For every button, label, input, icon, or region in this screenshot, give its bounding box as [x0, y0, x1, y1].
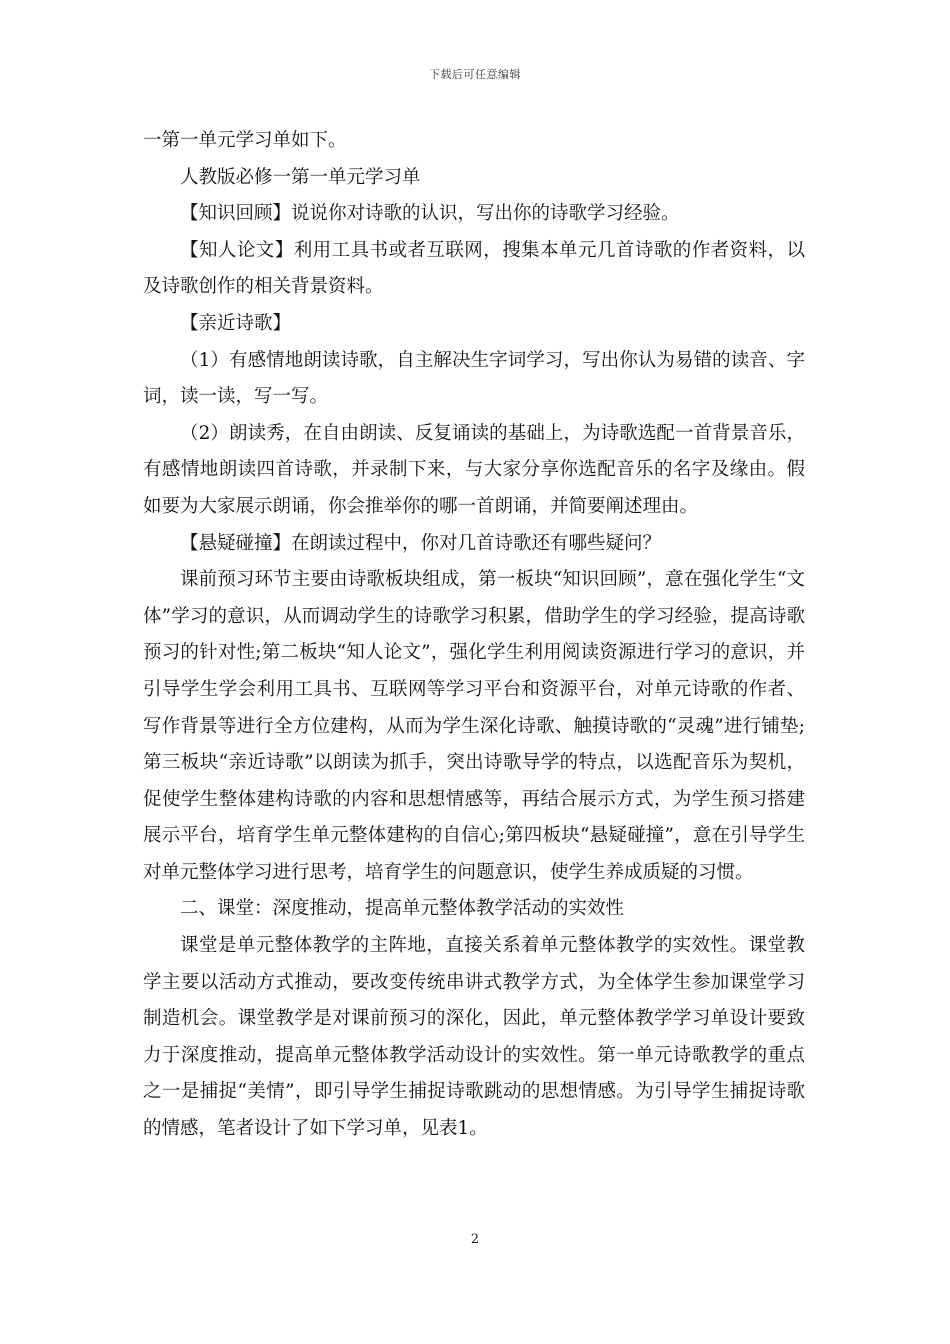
paragraph-preview-analysis: 课前预习环节主要由诗歌板块组成，第一板块“知识回顾”，意在强化学生“文体”学习的意识，从而调动学生的诗歌学习积累，借助学生的学习经验，提高诗歌预习的针对性;第二板块“知人论文”，强化学生利用阅读资源进行学习的意识，并引导学生学会利用工具书、互联网等学习平台和资源平台，对单元诗歌的作者、写作背景等进行全方位建构，从而为学生深化诗歌、触摸诗歌的“灵魂”进行铺垫;第三板块“亲近诗歌”以朗读为抓手，突出诗歌导学的特点，以选配音乐为契机，促使学生整体建构诗歌的内容和思想情感等，再结合展示方式，为学生预习搭建展示平台，培育学生单元整体建构的自信心;第四板块“悬疑碰撞”，意在引导学生对单元整体学习进行思考，培育学生的问题意识，使学生养成质疑的习惯。: [143, 569, 805, 883]
paragraph-intro: 一第一单元学习单如下。: [143, 130, 347, 151]
paragraph-item-1: （1）有感情地朗读诗歌，自主解决生字词学习，写出你认为易错的读音、字词，读一读，写一写。: [143, 349, 805, 408]
paragraph-classroom: 课堂是单元整体教学的主阵地，直接关系着单元整体教学的实效性。课堂教学主要以活动方式推动，要改变传统串讲式教学方式，为全体学生参加课堂学习制造机会。课堂教学是对课前预习的深化，因此，单元整体教学学习单设计要致力于深度推动，提高单元整体教学活动设计的实效性。第一单元诗歌教学的重点之一是捕捉“美情”，即引导学生捕捉诗歌跳动的思想情感。为引导学生捕捉诗歌的情感，笔者设计了如下学习单，见表1。: [143, 935, 805, 1140]
paragraph-approach-poetry: 【亲近诗歌】: [180, 312, 292, 334]
page-number: 2: [470, 1232, 480, 1247]
paragraph-knowledge-review: 【知识回顾】说说你对诗歌的认识，写出你的诗歌学习经验。: [180, 203, 680, 225]
document-body: [143, 123, 805, 1148]
section-heading-classroom: 二、课堂：深度推动，提高单元整体教学活动的实效性: [180, 898, 625, 920]
paragraph-item-2: （2）朗读秀，在自由朗读、反复诵读的基础上，为诗歌选配一首背景音乐，有感情地朗读四首诗歌，并录制下来，与大家分享你选配音乐的名字及缘由。假如要为大家展示朗诵，你会推举你的哪一首朗诵，并简要阐述理由。: [143, 422, 805, 517]
paragraph-worksheet-title: 人教版必修一第一单元学习单: [180, 166, 421, 188]
paragraph-know-author: 【知人论文】利用工具书或者互联网，搜集本单元几首诗歌的作者资料，以及诗歌创作的相关背景资料。: [143, 239, 805, 298]
paragraph-doubts: 【悬疑碰撞】在朗读过程中，你对几首诗歌还有哪些疑问？: [180, 532, 662, 554]
page-header: 下载后可任意编辑: [429, 68, 521, 81]
